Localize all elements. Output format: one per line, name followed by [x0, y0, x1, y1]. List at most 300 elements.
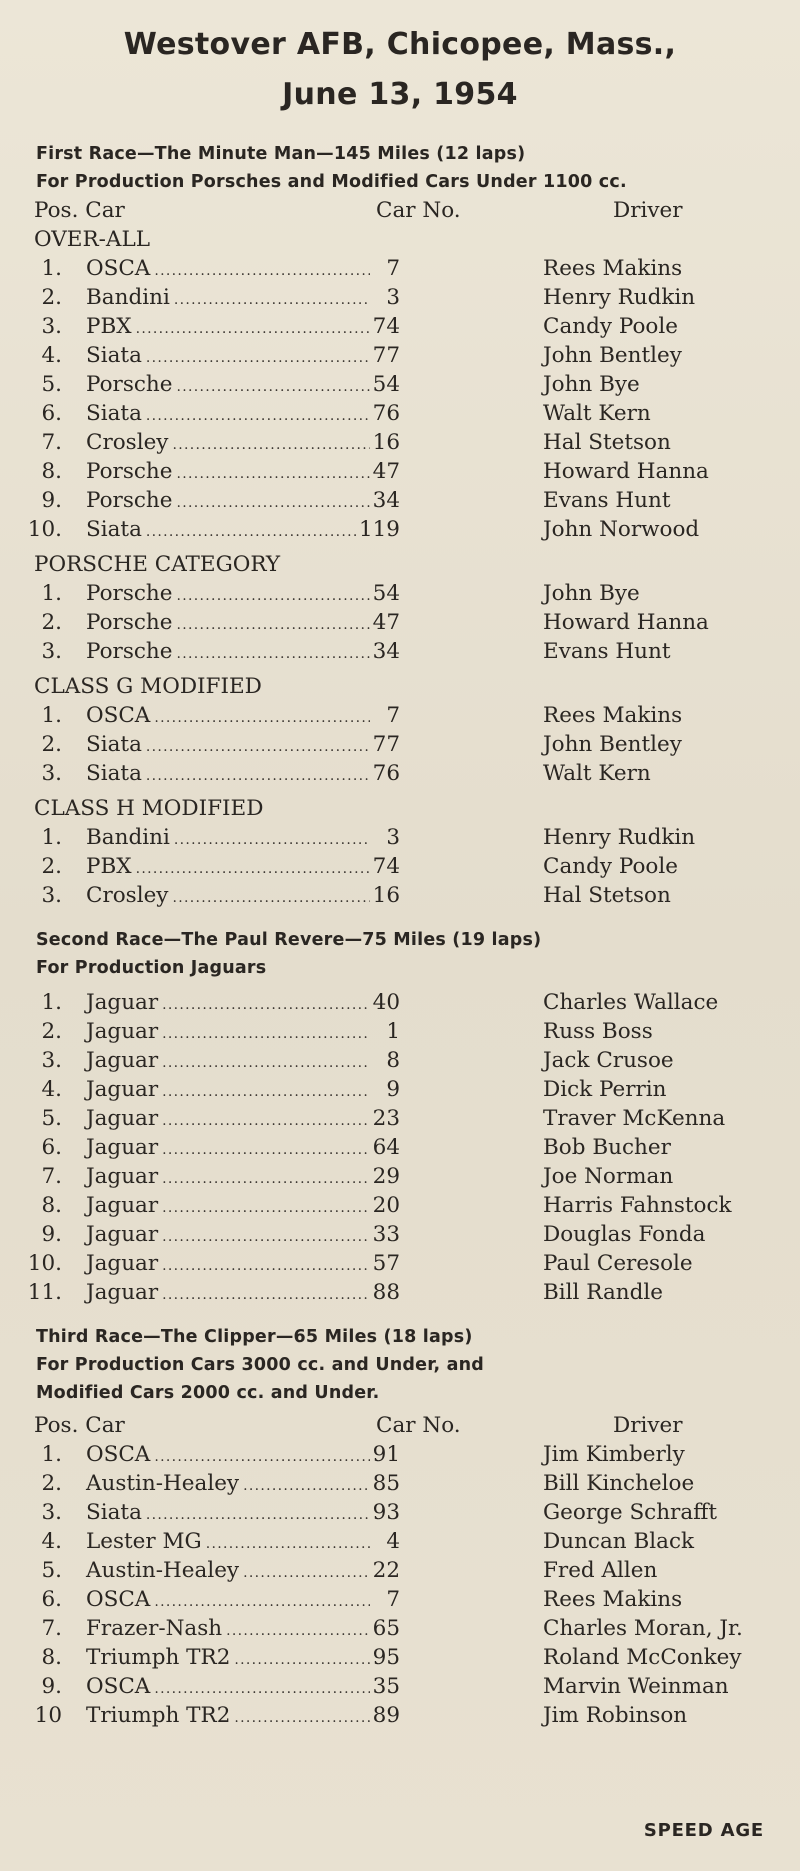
driver-name: Douglas Fonda [543, 1222, 706, 1247]
result-row [0, 1469, 800, 1498]
car-name: Jaguar [86, 1222, 159, 1247]
driver-name: Duncan Black [543, 1529, 695, 1554]
car-cell [86, 988, 400, 1020]
car-number: 74 [372, 854, 400, 879]
driver-name: Bill Randle [543, 1280, 663, 1305]
car-number: 34 [372, 639, 400, 664]
result-row [0, 852, 800, 881]
car-name: Austin-Healey [86, 1558, 240, 1583]
car-number: 76 [372, 761, 400, 786]
dot-leader [154, 257, 370, 286]
car-number: 77 [372, 343, 400, 368]
result-row [0, 312, 800, 341]
driver-name: John Norwood [543, 517, 700, 542]
driver-name: Rees Makins [543, 1587, 683, 1612]
position: 6. [41, 1587, 62, 1612]
dot-leader [243, 1472, 370, 1501]
result-row [0, 1643, 800, 1672]
car-number: 7 [386, 703, 400, 728]
driver-name: John Bye [543, 372, 640, 397]
position: 2. [41, 285, 62, 310]
result-row [0, 637, 800, 666]
result-row [0, 515, 800, 544]
driver-name: Marvin Weinman [543, 1674, 729, 1699]
dot-leader [172, 884, 370, 913]
driver-name: Walt Kern [543, 761, 651, 786]
dot-leader [154, 1588, 370, 1617]
car-name: Triumph TR2 [86, 1645, 231, 1670]
car-cell [86, 852, 400, 884]
car-cell [86, 1249, 400, 1281]
result-row [0, 988, 800, 1017]
dot-leader [154, 704, 370, 733]
car-name: Crosley [86, 430, 169, 455]
result-row [0, 1133, 800, 1162]
driver-name: Candy Poole [543, 314, 678, 339]
car-number: 85 [372, 1471, 400, 1496]
car-number: 91 [372, 1442, 400, 1467]
car-cell [86, 881, 400, 913]
race-2-heading: Second Race—The Paul Revere—75 Miles (19 laps) [36, 930, 542, 950]
car-number: 47 [372, 459, 400, 484]
car-number: 35 [372, 1674, 400, 1699]
car-cell [86, 1220, 400, 1252]
car-number: 93 [372, 1500, 400, 1525]
car-name: Porsche [86, 488, 173, 513]
driver-name: Fred Allen [543, 1558, 658, 1583]
result-row [0, 1075, 800, 1104]
dot-leader [146, 518, 357, 547]
car-cell [86, 283, 400, 315]
dot-leader [146, 402, 370, 431]
position: 1. [41, 256, 62, 281]
car-cell [86, 370, 400, 402]
car-cell [86, 1701, 400, 1733]
dot-leader [162, 1078, 370, 1107]
driver-name: John Bentley [543, 343, 682, 368]
car-number: 119 [358, 517, 400, 542]
driver-name: Candy Poole [543, 854, 678, 879]
race-1-subheading: For Production Porsches and Modified Cars Under 1100 cc. [36, 172, 627, 192]
position: 4. [41, 343, 62, 368]
dot-leader [176, 373, 370, 402]
dot-leader [136, 315, 370, 344]
car-number: 47 [372, 610, 400, 635]
car-number: 76 [372, 401, 400, 426]
car-number: 65 [372, 1616, 400, 1641]
driver-name: Rees Makins [543, 703, 683, 728]
dot-leader [234, 1704, 370, 1733]
position: 1. [41, 581, 62, 606]
dot-leader [154, 1443, 370, 1472]
car-name: Siata [86, 343, 142, 368]
position: 7. [41, 430, 62, 455]
result-row [0, 1249, 800, 1278]
result-row [0, 1046, 800, 1075]
result-row [0, 1162, 800, 1191]
result-row [0, 283, 800, 312]
position: 3. [41, 1048, 62, 1073]
dot-leader [162, 1223, 370, 1252]
car-cell [86, 1133, 400, 1165]
dot-leader [146, 1501, 370, 1530]
car-name: Bandini [86, 285, 170, 310]
race-2-section [0, 926, 800, 1307]
dot-leader [136, 855, 370, 884]
race-3-heading: Third Race—The Clipper—65 Miles (18 laps) [36, 1327, 473, 1347]
race-3-section [0, 1323, 800, 1730]
position: 7. [41, 1616, 62, 1641]
car-name: Crosley [86, 883, 169, 908]
dot-leader [162, 1049, 370, 1078]
car-number: 7 [386, 1587, 400, 1612]
position: 6. [41, 401, 62, 426]
position: 4. [41, 1529, 62, 1554]
car-number: 57 [372, 1251, 400, 1276]
car-cell [86, 1191, 400, 1223]
position: 1. [41, 703, 62, 728]
car-name: Triumph TR2 [86, 1703, 231, 1728]
car-name: Austin-Healey [86, 1471, 240, 1496]
car-number: 77 [372, 732, 400, 757]
car-number: 8 [386, 1048, 400, 1073]
car-cell [86, 701, 400, 733]
dot-leader [162, 1136, 370, 1165]
driver-name: Hal Stetson [543, 430, 671, 455]
car-cell [86, 1278, 400, 1310]
dot-leader [172, 431, 370, 460]
position: 10. [27, 1251, 62, 1276]
race-1-groups [0, 225, 800, 910]
result-row [0, 881, 800, 910]
position: 9. [41, 1674, 62, 1699]
position: 2. [41, 854, 62, 879]
car-cell [86, 428, 400, 460]
result-row [0, 486, 800, 515]
result-row [0, 254, 800, 283]
position: 2. [41, 610, 62, 635]
page-title [0, 0, 800, 120]
car-number: 34 [372, 488, 400, 513]
car-number: 29 [372, 1164, 400, 1189]
car-cell [86, 1046, 400, 1078]
car-name: PBX [86, 854, 132, 879]
category-title: CLASS H MODIFIED [34, 796, 264, 821]
car-name: Porsche [86, 459, 173, 484]
position: 4. [41, 1077, 62, 1102]
car-cell [86, 1672, 400, 1704]
car-cell [86, 1469, 400, 1501]
driver-header: Driver [613, 198, 683, 223]
driver-name: Paul Ceresole [543, 1251, 693, 1276]
driver-name: John Bye [543, 581, 640, 606]
driver-name: Roland McConkey [543, 1645, 742, 1670]
position: 8. [41, 1193, 62, 1218]
car-name: Jaguar [86, 990, 159, 1015]
result-row [0, 1614, 800, 1643]
driver-name: Charles Wallace [543, 990, 719, 1015]
car-name: Jaguar [86, 1135, 159, 1160]
driver-name: Jim Robinson [543, 1703, 688, 1728]
position: 3. [41, 1500, 62, 1525]
car-number: 95 [372, 1645, 400, 1670]
driver-name: Henry Rudkin [543, 285, 696, 310]
car-cell [86, 1440, 400, 1472]
car-cell [86, 457, 400, 489]
car-name: Siata [86, 517, 142, 542]
driver-header: Driver [613, 1413, 683, 1438]
driver-name: John Bentley [543, 732, 682, 757]
driver-name: Henry Rudkin [543, 825, 696, 850]
position: 9. [41, 488, 62, 513]
title-location: Westover AFB, Chicopee, Mass., [123, 27, 677, 62]
car-name: OSCA [86, 1674, 151, 1699]
car-cell [86, 486, 400, 518]
car-number: 4 [386, 1529, 400, 1554]
dot-leader [162, 1194, 370, 1223]
car-name: Bandini [86, 825, 170, 850]
car-cell [86, 1527, 400, 1559]
dot-leader [146, 344, 370, 373]
car-cell [86, 579, 400, 611]
car-cell [86, 759, 400, 791]
car-name: OSCA [86, 1587, 151, 1612]
car-name: Lester MG [86, 1529, 202, 1554]
dot-leader [162, 1252, 370, 1281]
car-name: Porsche [86, 372, 173, 397]
race-3-results [0, 1440, 800, 1730]
position: 1. [41, 1442, 62, 1467]
category-title: CLASS G MODIFIED [34, 674, 262, 699]
car-cell [86, 637, 400, 669]
car-number: 3 [386, 825, 400, 850]
race-1-column-headers [0, 196, 800, 225]
position: 7. [41, 1164, 62, 1189]
car-number: 9 [386, 1077, 400, 1102]
dot-leader [176, 460, 370, 489]
driver-name: Hal Stetson [543, 883, 671, 908]
result-row [0, 457, 800, 486]
dot-leader [226, 1617, 370, 1646]
result-row [0, 1556, 800, 1585]
position: 6. [41, 1135, 62, 1160]
car-name: Jaguar [86, 1251, 159, 1276]
position: 3. [41, 639, 62, 664]
car-name: PBX [86, 314, 132, 339]
driver-name: Charles Moran, Jr. [543, 1616, 743, 1641]
dot-leader [176, 611, 370, 640]
car-number: 3 [386, 285, 400, 310]
dot-leader [146, 762, 370, 791]
race-3-column-headers [0, 1411, 800, 1440]
car-number: 20 [372, 1193, 400, 1218]
car-no-header: Car No. [376, 198, 461, 223]
car-name: Siata [86, 401, 142, 426]
car-number: 33 [372, 1222, 400, 1247]
driver-name: Joe Norman [543, 1164, 674, 1189]
car-name: Siata [86, 1500, 142, 1525]
category-title: PORSCHE CATEGORY [34, 552, 281, 577]
pos-car-header: Pos. Car [34, 198, 125, 223]
car-name: Jaguar [86, 1280, 159, 1305]
driver-name: Bill Kincheloe [543, 1471, 695, 1496]
dot-leader [176, 582, 370, 611]
car-name: Siata [86, 732, 142, 757]
car-number: 23 [372, 1106, 400, 1131]
car-cell [86, 1643, 400, 1675]
car-cell [86, 399, 400, 431]
car-cell [86, 1075, 400, 1107]
car-name: Jaguar [86, 1193, 159, 1218]
position: 1. [41, 990, 62, 1015]
dot-leader [176, 489, 370, 518]
car-cell [86, 1017, 400, 1049]
car-cell [86, 1162, 400, 1194]
dot-leader [146, 733, 370, 762]
car-name: OSCA [86, 256, 151, 281]
result-row [0, 1017, 800, 1046]
race-3-subheading-2: Modified Cars 2000 cc. and Under. [36, 1383, 380, 1403]
position: 5. [41, 1106, 62, 1131]
position: 3. [41, 883, 62, 908]
result-row [0, 1498, 800, 1527]
driver-name: Walt Kern [543, 401, 651, 426]
race-3-subheading: For Production Cars 3000 cc. and Under, and [36, 1355, 484, 1375]
position: 3. [41, 314, 62, 339]
car-name: Jaguar [86, 1106, 159, 1131]
position: 11. [27, 1280, 62, 1305]
dot-leader [176, 640, 370, 669]
dot-leader [162, 1107, 370, 1136]
dot-leader [162, 1165, 370, 1194]
result-row [0, 1440, 800, 1469]
driver-name: Jim Kimberly [543, 1442, 685, 1467]
title-date: June 13, 1954 [282, 77, 518, 112]
result-row [0, 370, 800, 399]
car-name: OSCA [86, 703, 151, 728]
car-cell [86, 730, 400, 762]
car-number: 64 [372, 1135, 400, 1160]
result-row [0, 823, 800, 852]
car-name: Porsche [86, 639, 173, 664]
car-cell [86, 1498, 400, 1530]
car-name: Jaguar [86, 1019, 159, 1044]
car-no-header: Car No. [376, 1413, 461, 1438]
driver-name: Evans Hunt [543, 639, 671, 664]
car-name: Jaguar [86, 1077, 159, 1102]
pos-car-header: Pos. Car [34, 1413, 125, 1438]
car-cell [86, 254, 400, 286]
category-title: OVER-ALL [34, 227, 151, 252]
driver-name: Bob Bucher [543, 1135, 671, 1160]
publication-credit: SPEED AGE [643, 1820, 764, 1841]
position: 10. [27, 517, 62, 542]
result-row [0, 1104, 800, 1133]
result-row [0, 1672, 800, 1701]
race-1-heading: First Race—The Minute Man—145 Miles (12 laps) [36, 144, 526, 164]
dot-leader [206, 1530, 370, 1559]
car-name: Jaguar [86, 1048, 159, 1073]
dot-leader [162, 991, 370, 1020]
car-number: 22 [372, 1558, 400, 1583]
car-number: 74 [372, 314, 400, 339]
car-name: Porsche [86, 581, 173, 606]
driver-name: George Schrafft [543, 1500, 718, 1525]
race-2-results [0, 988, 800, 1307]
position: 8. [41, 459, 62, 484]
driver-name: Rees Makins [543, 256, 683, 281]
dot-leader [162, 1281, 370, 1310]
result-row [0, 399, 800, 428]
car-cell [86, 1556, 400, 1588]
car-cell [86, 1104, 400, 1136]
driver-name: Evans Hunt [543, 488, 671, 513]
car-cell [86, 312, 400, 344]
car-number: 7 [386, 256, 400, 281]
race-2-subheading: For Production Jaguars [36, 958, 267, 978]
driver-name: Russ Boss [543, 1019, 653, 1044]
position: 5. [41, 372, 62, 397]
driver-name: Dick Perrin [543, 1077, 667, 1102]
result-row [0, 1191, 800, 1220]
position: 2. [41, 1019, 62, 1044]
car-cell [86, 341, 400, 373]
car-cell [86, 1614, 400, 1646]
car-cell [86, 608, 400, 640]
result-row [0, 1278, 800, 1307]
position: 2. [41, 1471, 62, 1496]
result-row [0, 1527, 800, 1556]
car-number: 40 [372, 990, 400, 1015]
car-number: 54 [372, 581, 400, 606]
position: 1. [41, 825, 62, 850]
car-number: 1 [386, 1019, 400, 1044]
result-row [0, 730, 800, 759]
car-name: Jaguar [86, 1164, 159, 1189]
car-number: 16 [372, 883, 400, 908]
dot-leader [234, 1646, 370, 1675]
result-row [0, 608, 800, 637]
position: 8. [41, 1645, 62, 1670]
car-cell [86, 1585, 400, 1617]
position: 3. [41, 761, 62, 786]
result-row [0, 1220, 800, 1249]
race-1-section [0, 140, 800, 910]
driver-name: Traver McKenna [543, 1106, 726, 1131]
result-row [0, 1701, 800, 1730]
dot-leader [243, 1559, 370, 1588]
car-number: 16 [372, 430, 400, 455]
dot-leader [162, 1020, 370, 1049]
position: 5. [41, 1558, 62, 1583]
driver-name: Harris Fahnstock [543, 1193, 732, 1218]
result-row [0, 579, 800, 608]
driver-name: Jack Crusoe [543, 1048, 674, 1073]
dot-leader [154, 1675, 370, 1704]
result-row [0, 759, 800, 788]
car-cell [86, 823, 400, 855]
car-name: Siata [86, 761, 142, 786]
result-row [0, 1585, 800, 1614]
car-cell [86, 515, 400, 547]
car-name: OSCA [86, 1442, 151, 1467]
position: 9. [41, 1222, 62, 1247]
car-name: Porsche [86, 610, 173, 635]
car-number: 54 [372, 372, 400, 397]
driver-name: Howard Hanna [543, 459, 709, 484]
car-name: Frazer-Nash [86, 1616, 223, 1641]
dot-leader [174, 286, 370, 315]
